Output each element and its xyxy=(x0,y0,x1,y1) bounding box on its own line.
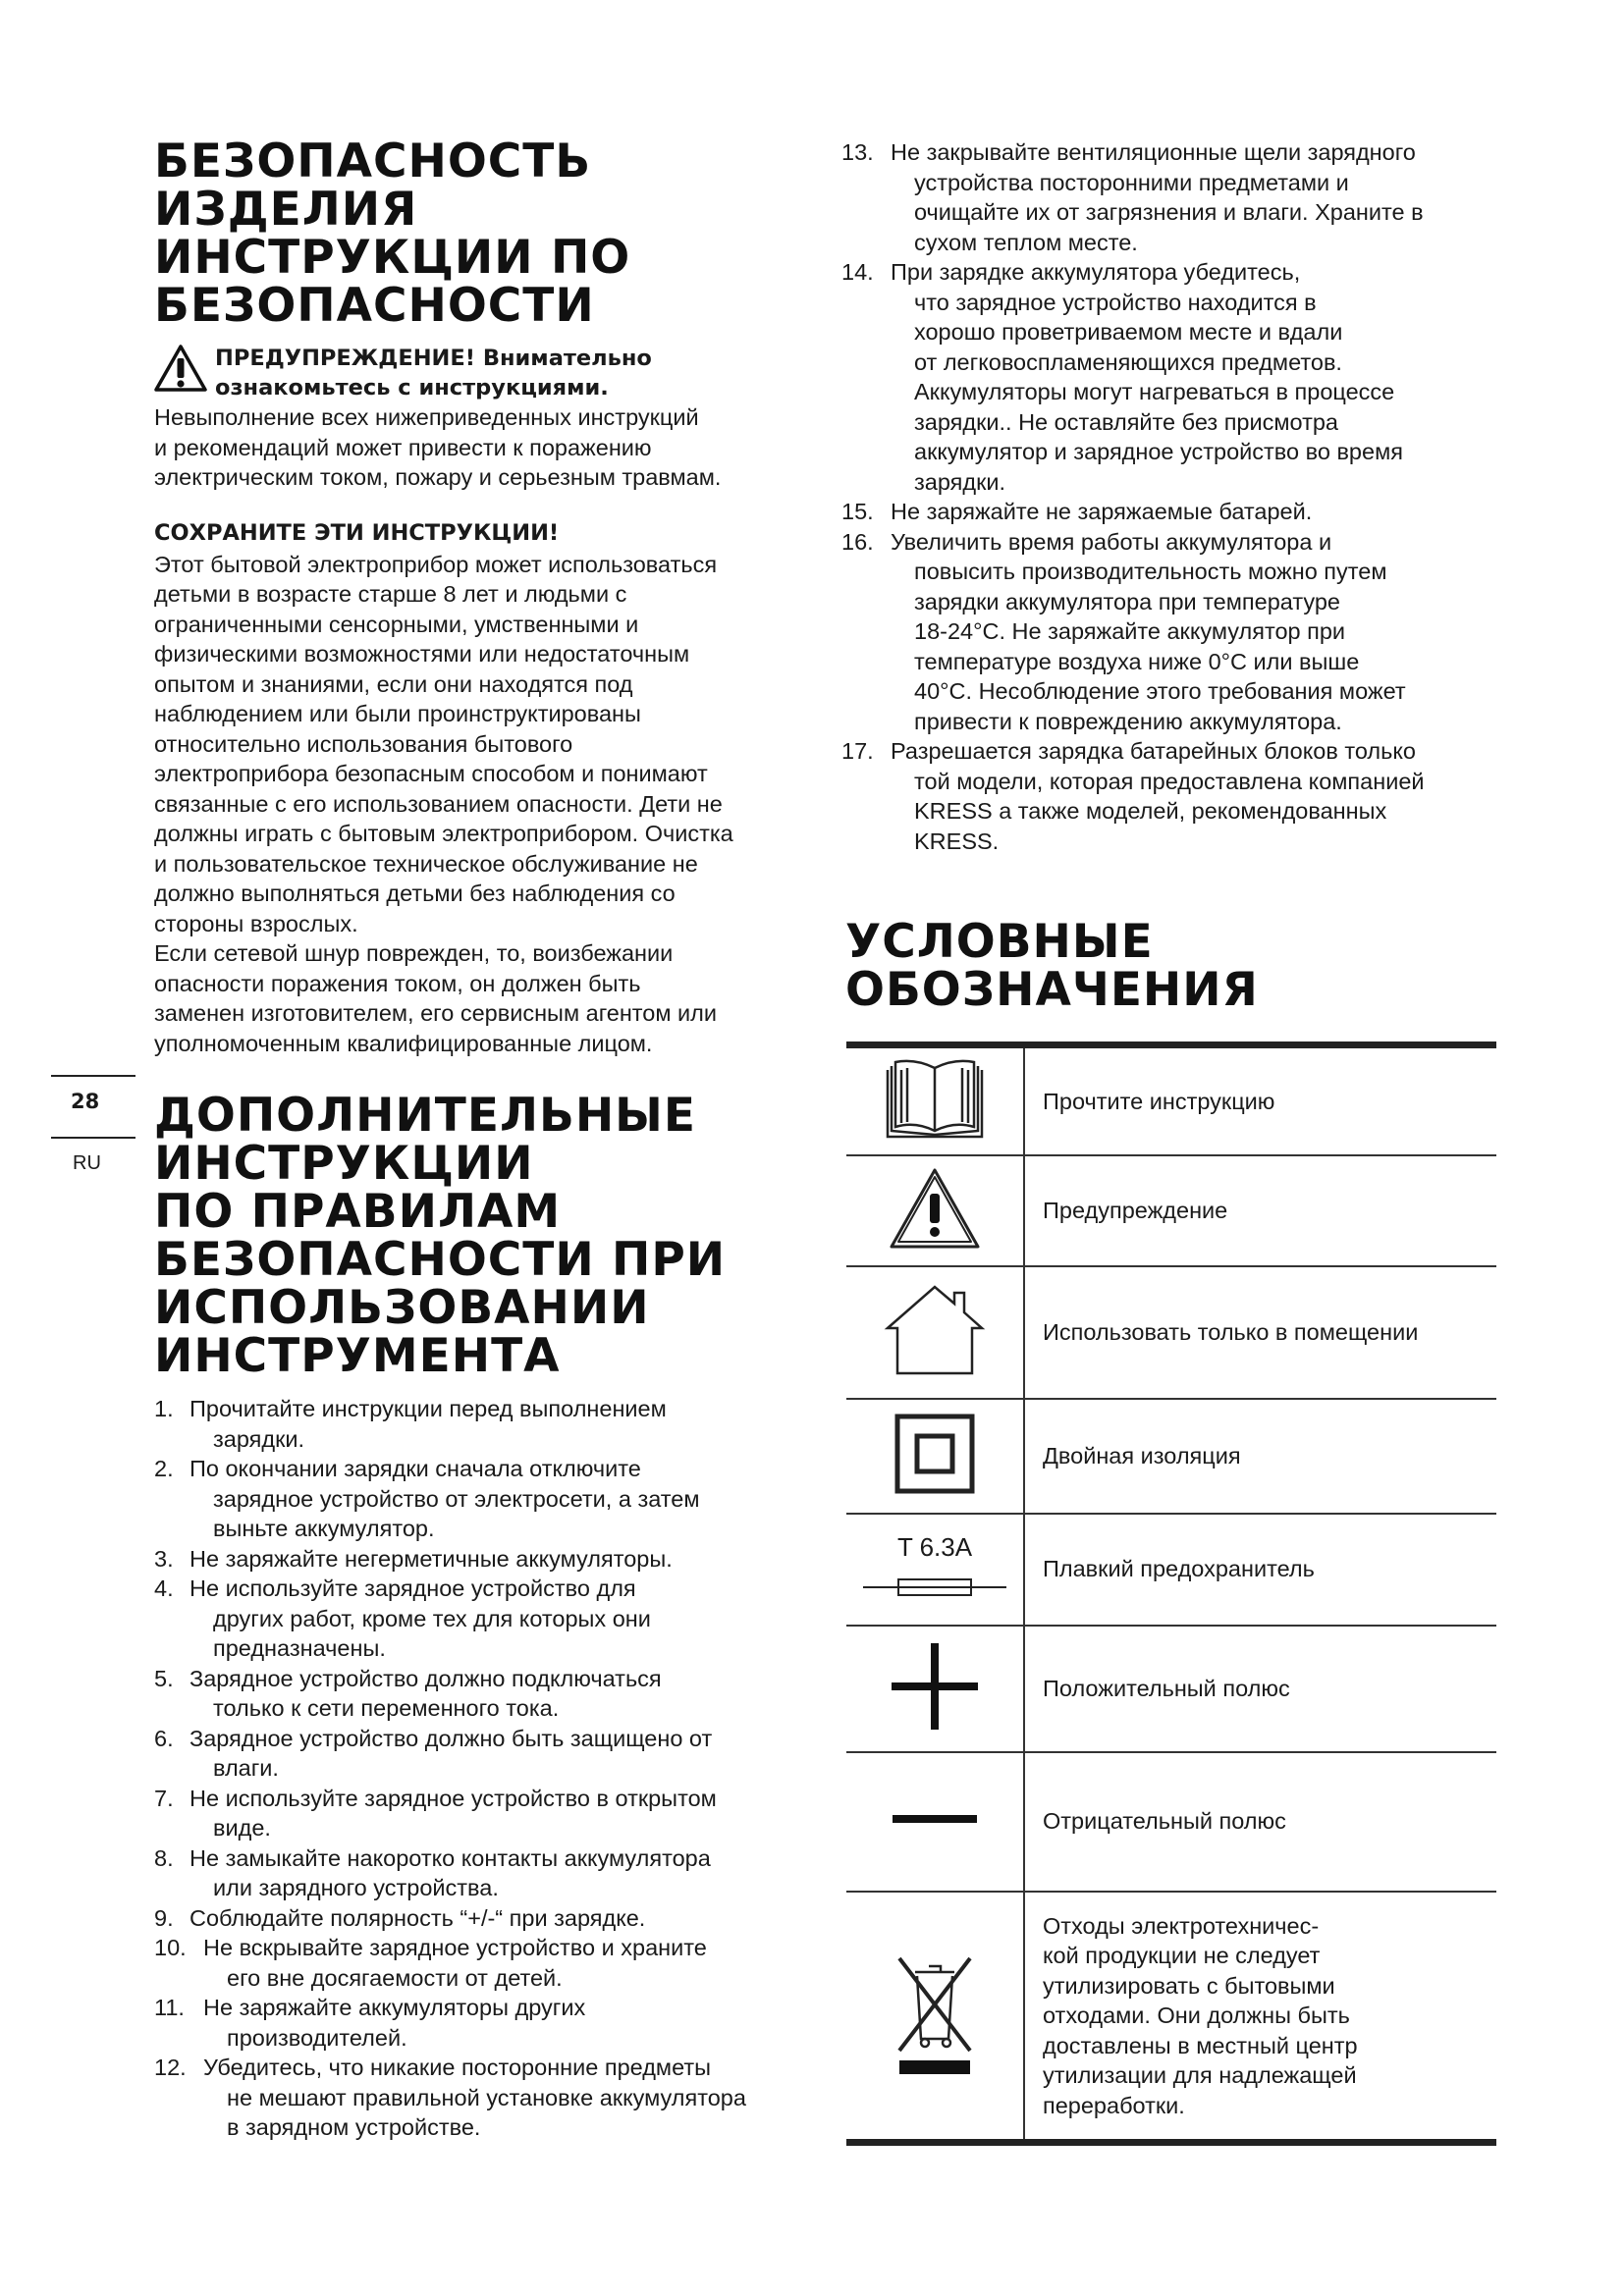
list-item: 9. Соблюдайте полярность “+/-“ при зарядке. xyxy=(154,1904,646,1931)
list-item: 14. При зарядке аккумулятора убедитесь, что зарядное устройство находится в хорошо проветриваемом месте и вдали от легковоспламеняющихся предметов. Аккумуляторы могут нагреваться в процессе зарядки.. Не оставляйте без присмотра аккумулятор и зарядное устройство во время зарядки. xyxy=(841,259,1403,495)
list-item: 13. Не закрывайте вентиляционные щели зарядного устройства посторонними предметами и очищайте их от загрязнения и влаги. Храните в сухом теплом месте. xyxy=(841,139,1424,255)
sidebar-divider-top xyxy=(51,1075,135,1077)
section-title-symbols: УСЛОВНЫЕ ОБОЗНАЧЕНИЯ xyxy=(845,915,1259,1017)
list-item: 6. Зарядное устройство должно быть защищено от влаги. xyxy=(154,1725,713,1781)
symbols-table xyxy=(846,1041,1496,2146)
list-item: 3. Не заряжайте негерметичные аккумуляторы. xyxy=(154,1545,673,1572)
intro-paragraph: Невыполнение всех нижеприведенных инструкций и рекомендаций может привести к поражению электрическим током, пожару и серьезным травмам. xyxy=(154,404,722,490)
list-item: 2. По окончании зарядки сначала отключите зарядное устройство от электросети, а затем выньте аккумулятор. xyxy=(154,1456,700,1541)
list-item: 16. Увеличить время работы аккумулятора и повысить производительность можно путем зарядки аккумулятора при температуре 18-24°C. Не заряжайте аккумулятор при температуре воздуха ниже 0°C или выше 40°C. Несоблюдение этого требования может привести к повреждению аккумулятора. xyxy=(841,528,1406,734)
table-row: Отрицательный полюс xyxy=(846,1752,1496,1892)
table-row: Прочтите инструкцию xyxy=(846,1045,1496,1155)
save-instructions-body: Этот бытовой электроприбор может использоваться детьми в возрасте старше 8 лет и людьми с ограниченными сенсорными, умственными и физическими возможностями или недостаточным опытом и знаниями, если они находятся под наблюдением или были проинструктированы относительно использования бытового электроприбора безопасным способом и понимают связанные с его использованием опасности. Дети не должны играть с бытовым электроприбором. Очистка и пользовательское техническое обслуживание не должно выполняться детьми без наблюдения со стороны взрослых. Если сетевой шнур поврежден, то, воизбежании опасности поражения током, он должен быть заменен изготовителем, его сервисным агентом или уполномоченным квалифицированные лицом. xyxy=(154,551,733,1056)
warning-triangle-icon xyxy=(154,344,207,393)
page-number: 28 xyxy=(71,1090,100,1113)
section-title-safety: БЕЗОПАСНОСТЬ ИЗДЕЛИЯ ИНСТРУКЦИИ ПО БЕЗОПАСНОСТИ xyxy=(154,134,631,333)
save-instructions-heading: СОХРАНИТЕ ЭТИ ИНСТРУКЦИИ! xyxy=(154,519,560,546)
minus-icon xyxy=(891,1809,979,1829)
list-item: 8. Не замыкайте накоротко контакты аккумулятора или зарядного устройства. xyxy=(154,1844,711,1900)
list-item: 11. Не заряжайте аккумуляторы других производителей. xyxy=(154,1995,586,2051)
book-icon xyxy=(884,1056,986,1141)
warning-notice: ПРЕДУПРЕЖДЕНИЕ! Внимательно ознакомьтесь с инструкциями. xyxy=(154,344,802,402)
table-row: Использовать только в помещении xyxy=(846,1266,1496,1399)
language-code: RU xyxy=(73,1152,101,1174)
fuse-icon xyxy=(861,1532,1008,1607)
table-row: Отходы электротехничес- кой продукции не следует утилизировать с бытовыми отходами. Они должны быть доставлены в местный центр утилизации для надлежащей переработки. xyxy=(846,1892,1496,2143)
list-item: 7. Не используйте зарядное устройство в открытом виде. xyxy=(154,1785,717,1841)
table-row: Двойная изоляция xyxy=(846,1399,1496,1514)
table-row: Положительный полюс xyxy=(846,1626,1496,1752)
list-item: 1. Прочитайте инструкции перед выполнением зарядки. xyxy=(154,1396,667,1452)
warning-triangle-icon xyxy=(888,1166,982,1251)
left-column xyxy=(154,134,802,2143)
list-item: 10. Не вскрывайте зарядное устройство и храните его вне досягаемости от детей. xyxy=(154,1935,707,1991)
section-title-additional: ДОПОЛНИТЕЛЬНЫЕ ИНСТРУКЦИИ ПО ПРАВИЛАМ БЕЗОПАСНОСТИ ПРИ ИСПОЛЬЗОВАНИИ ИНСТРУМЕНТА xyxy=(154,1089,727,1383)
table-row: T 6.3A Плавкий предохранитель xyxy=(846,1514,1496,1626)
list-item: 12. Убедитесь, что никакие посторонние предметы не мешают правильной установке аккумулятора в зарядном устройстве. xyxy=(154,2055,746,2140)
table-row: Предупреждение xyxy=(846,1155,1496,1266)
list-item: 15. Не заряжайте не заряжаемые батарей. xyxy=(841,499,1313,524)
plus-icon xyxy=(888,1639,982,1734)
double-insulation-icon xyxy=(893,1413,976,1495)
list-item: 5. Зарядное устройство должно подключаться только к сети переменного тока. xyxy=(154,1665,662,1721)
sidebar-divider-bottom xyxy=(51,1137,135,1139)
house-icon xyxy=(884,1283,986,1377)
list-item: 4. Не используйте зарядное устройство для других работ, кроме тех для которых они предназначены. xyxy=(154,1575,651,1661)
right-column xyxy=(841,137,1489,1017)
list-item: 17. Разрешается зарядка батарейных блоков только той модели, которая предоставлена компанией KRESS а также моделей, рекомендованных KRESS. xyxy=(841,738,1425,854)
crossed-bin-icon xyxy=(893,1945,976,2082)
instruction-list-left xyxy=(154,1394,802,2143)
fuse-rating-label: T 6.3A xyxy=(896,1531,973,1562)
instruction-list-right xyxy=(841,137,1489,856)
